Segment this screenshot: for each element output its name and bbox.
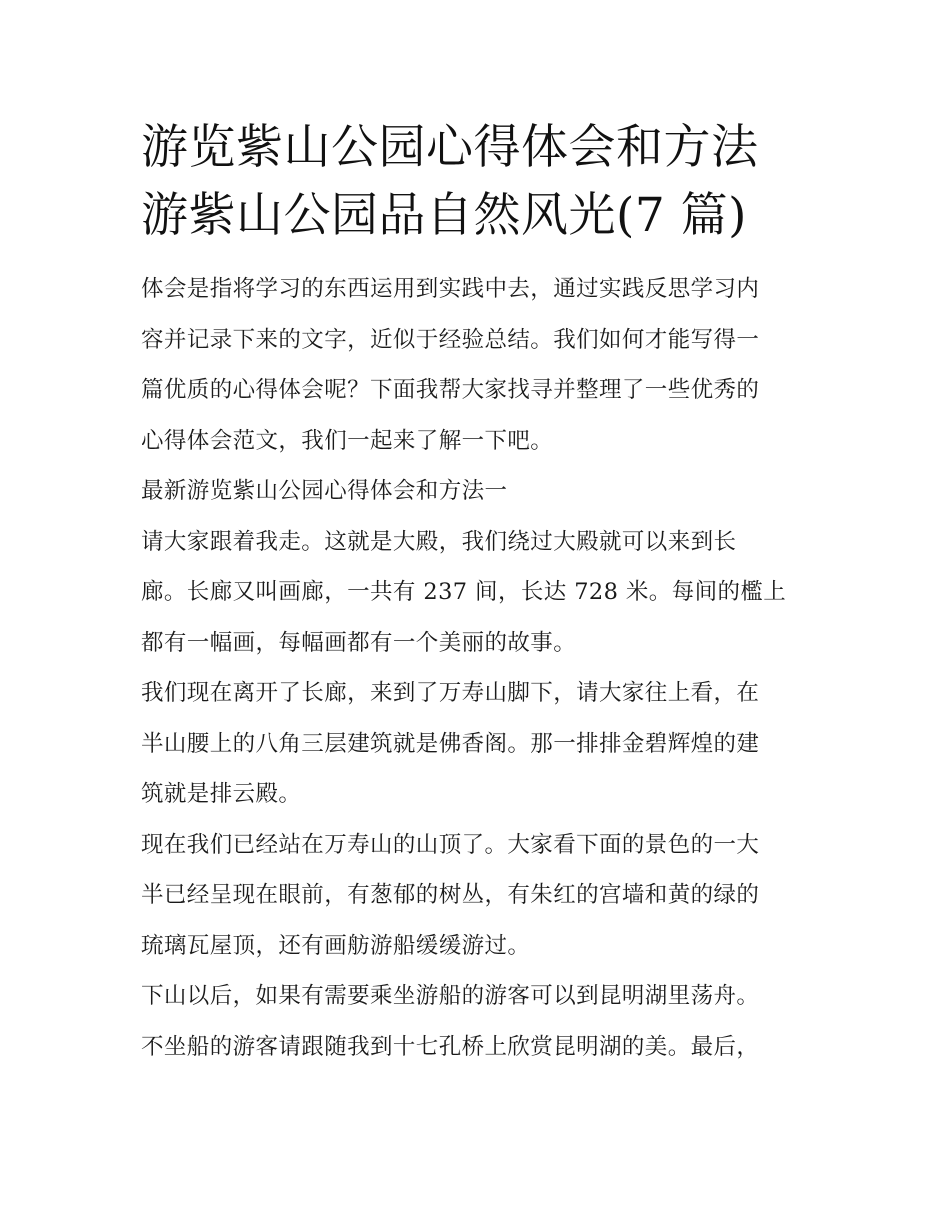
text-line: 都有一幅画，每幅画都有一个美丽的故事。 [141, 629, 577, 656]
text-line: 廊。长廊又叫画廊，一共有 237 间，长达 728 米。每间的檻上 [141, 579, 787, 605]
section-heading [141, 466, 813, 517]
body-paragraph [141, 971, 813, 1072]
text-line: 现在我们已经站在万寿山的山顶了。大家看下面的景色的一大 [141, 831, 760, 858]
text-line: 容并记录下来的文字，近似于经验总结。我们如何才能写得一 [141, 326, 760, 353]
text-line: 半已经呈现在眼前，有葱郁的树丛，有朱红的宫墙和黄的绿的 [141, 882, 760, 908]
text-line: 不坐船的游客请跟随我到十七孔桥上欣赏昆明湖的美。最后， [141, 1033, 760, 1060]
text-line: 下山以后，如果有需要乘坐游船的游客可以到昆明湖里荡舟。 [141, 983, 760, 1009]
body-paragraph [141, 820, 813, 972]
text-line: 体会是指将学习的东西运用到实践中去，通过实践反思学习内 [141, 276, 760, 302]
document-body [141, 114, 813, 1072]
text-line: 篇优质的心得体会呢？下面我帮大家找寻并整理了一些优秀的 [141, 377, 760, 403]
document-title [141, 114, 813, 250]
text-line: 半山腰上的八角三层建筑就是佛香阁。那一排排金碧辉煌的建 [141, 730, 760, 757]
text-line: 筑就是排云殿。 [141, 781, 302, 807]
title-line: 游览紫山公园心得体会和方法 [141, 120, 759, 175]
intro-paragraph [141, 264, 813, 466]
text-line: 最新游览紫山公园心得体会和方法一 [141, 478, 508, 504]
text-line: 请大家跟着我走。这就是大殿，我们绕过大殿就可以来到长 [141, 528, 737, 555]
text-line: 心得体会范文，我们一起来了解一下吧。 [141, 427, 554, 454]
text-line: 琉璃瓦屋顶，还有画舫游船缓缓游过。 [141, 932, 531, 959]
text-line: 我们现在离开了长廊，来到了万寿山脚下，请大家往上看，在 [141, 680, 760, 706]
title-line: 游紫山公园品自然风光(7 篇) [141, 188, 748, 243]
body-paragraph [141, 517, 813, 669]
body-paragraph [141, 668, 813, 820]
